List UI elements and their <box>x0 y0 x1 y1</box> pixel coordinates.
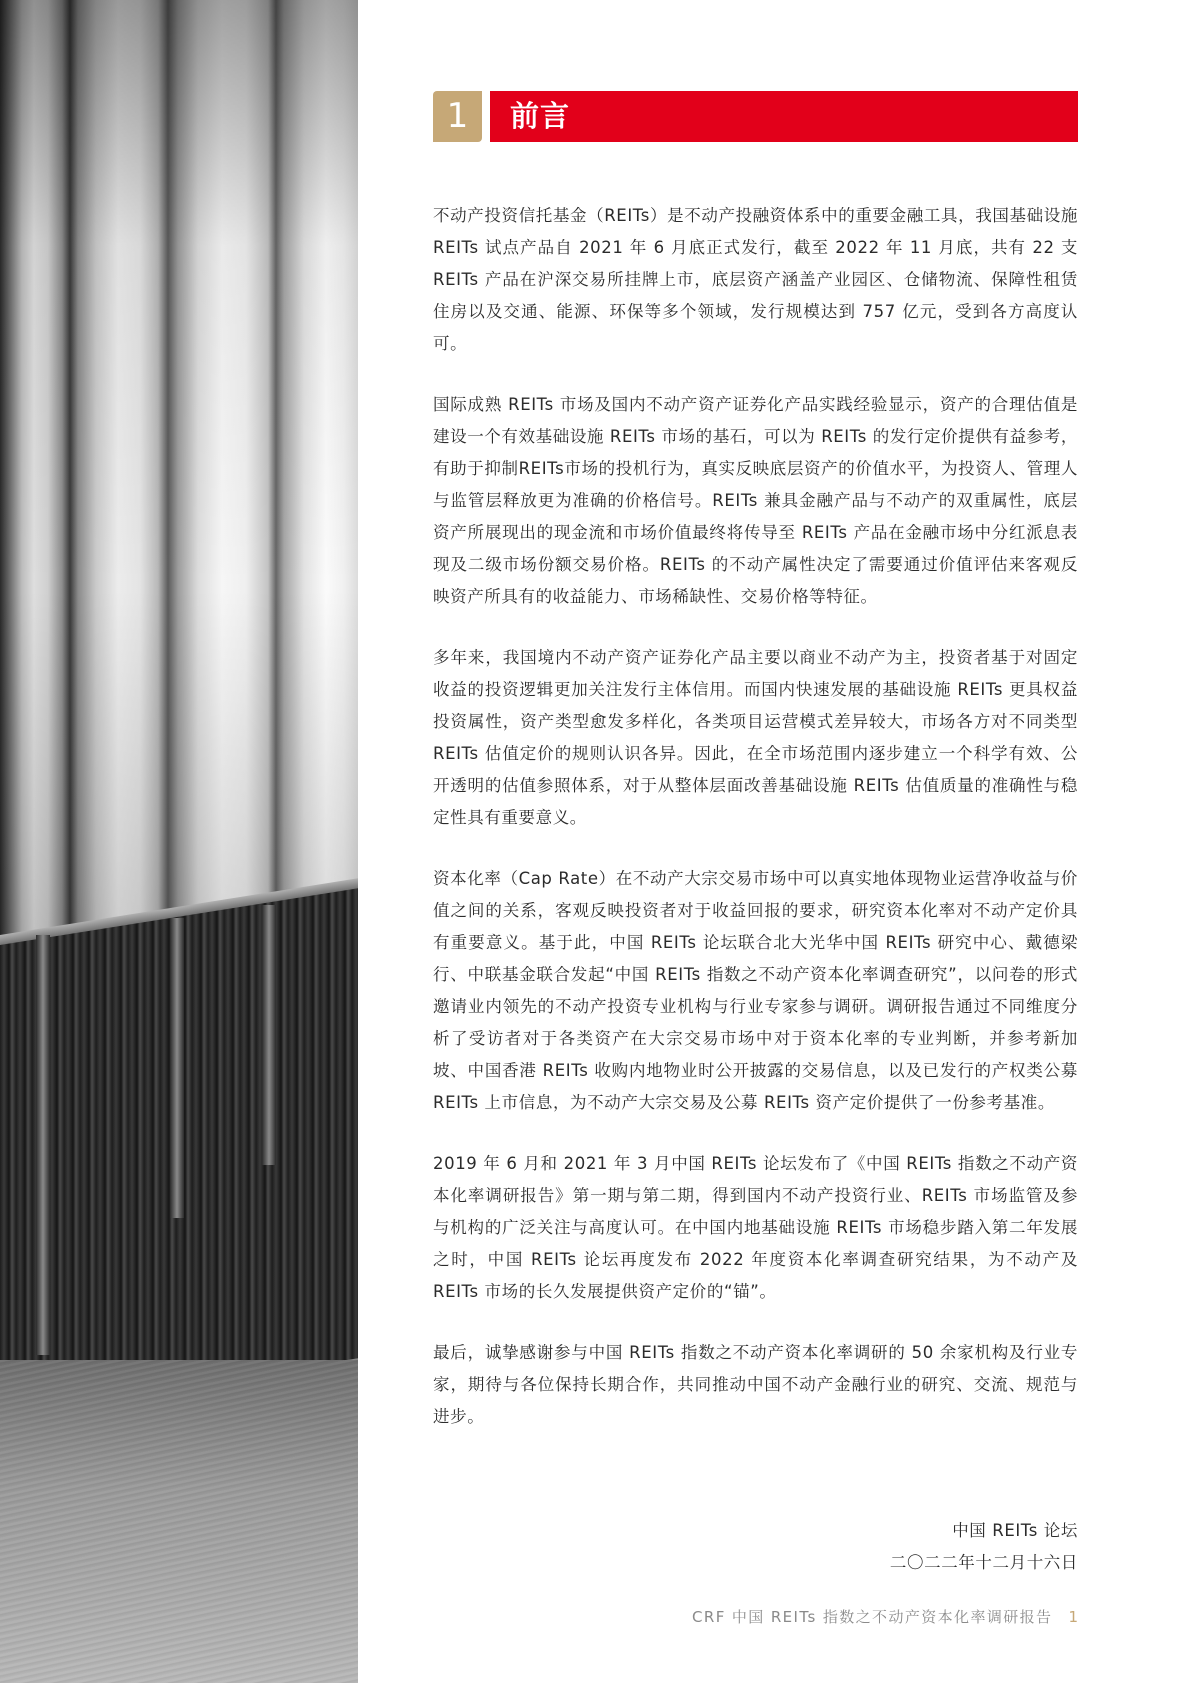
preface-body <box>433 200 1078 1462</box>
photo-railing-post <box>170 918 184 1218</box>
paragraph: 国际成熟 REITs 市场及国内不动产资产证券化产品实践经验显示，资产的合理估值是建设一个有效基础设施 REITs 市场的基石，可以为 REITs 的发行定价提供有益参考，有助于抑制REITs市场的投机行为，真实反映底层资产的价值水平，为投资人、管理人与监管层释放更为准确的价格信号。REITs 兼具金融产品与不动产的双重属性，底层资产所展现出的现金流和市场价值最终将传导至 REITs 产品在金融市场中分红派息表现及二级市场份额交易价格。REITs 的不动产属性决定了需要通过价值评估来客观反映资产所具有的收益能力、市场稀缺性、交易价格等特征。 <box>433 395 1078 606</box>
section-number: 1 <box>433 91 482 142</box>
paragraph: 多年来，我国境内不动产资产证券化产品主要以商业不动产为主，投资者基于对固定收益的投资逻辑更加关注发行主体信用。而国内快速发展的基础设施 REITs 更具权益投资属性，资产类型愈发多样化，各类项目运营模式差异较大，市场各方对不同类型 REITs 估值定价的规则认识各异。因此，在全市场范围内逐步建立一个科学有效、公开透明的估值参照体系，对于从整体层面改善基础设施 REITs 估值质量的准确性与稳定性具有重要意义。 <box>433 648 1078 827</box>
signature-organization: 中国 REITs 论坛 <box>952 1521 1078 1540</box>
section-heading <box>433 91 1078 142</box>
photo-railing-post <box>36 935 50 1355</box>
footer-title: CRF 中国 REITs 指数之不动产资本化率调研报告 <box>692 1608 1053 1626</box>
signature-date: 二〇二二年十二月十六日 <box>889 1553 1078 1572</box>
photo-floor <box>0 1360 358 1683</box>
paragraph: 资本化率（Cap Rate）在不动产大宗交易市场中可以真实地体现物业运营净收益与价值之间的关系，客观反映投资者对于收益回报的要求，研究资本化率对不动产定价具有重要意义。基于此，中国 REITs 论坛联合北大光华中国 REITs 研究中心、戴德梁行、中联基金联合发起“中国 REITs 指数之不动产资本化率调查研究”，以问卷的形式邀请业内领先的不动产投资专业机构与行业专家参与调研。调研报告通过不同维度分析了受访者对于各类资产在大宗交易市场中对于资本化率的专业判断，并参考新加坡、中国香港 REITs 收购内地物业时公开披露的交易信息，以及已发行的产权类公募 REITs 上市信息，为不动产大宗交易及公募 REITs 资产定价提供了一份参考基准。 <box>433 869 1078 1112</box>
paragraph: 最后，诚挚感谢参与中国 REITs 指数之不动产资本化率调研的 50 余家机构及行业专家，期待与各位保持长期合作，共同推动中国不动产金融行业的研究、交流、规范与进步。 <box>433 1343 1078 1426</box>
photo-railing-post <box>262 905 276 1165</box>
paragraph: 不动产投资信托基金（REITs）是不动产投融资体系中的重要金融工具，我国基础设施 REITs 试点产品自 2021 年 6 月底正式发行，截至 2022 年 11 月底，共有 22 支 REITs 产品在沪深交易所挂牌上市，底层资产涵盖产业园区、仓储物流、保障性租赁住房以及交通、能源、环保等多个领域，发行规模达到 757 亿元，受到各方高度认可。 <box>433 206 1078 353</box>
paragraph: 2019 年 6 月和 2021 年 3 月中国 REITs 论坛发布了《中国 REITs 指数之不动产资本化率调研报告》第一期与第二期，得到国内不动产投资行业、REITs 市场监管及参与机构的广泛关注与高度认可。在中国内地基础设施 REITs 市场稳步踏入第二年发展之时，中国 REITs 论坛再度发布 2022 年度资本化率调查研究结果，为不动产及 REITs 市场的长久发展提供资产定价的“锚”。 <box>433 1154 1078 1301</box>
section-title-bar <box>490 91 1078 142</box>
cover-photo <box>0 0 358 1683</box>
photo-wall-panels <box>0 0 358 980</box>
section-title: 前言 <box>510 99 571 133</box>
page-number: 1 <box>1068 1608 1078 1626</box>
page-footer <box>692 1606 1078 1627</box>
